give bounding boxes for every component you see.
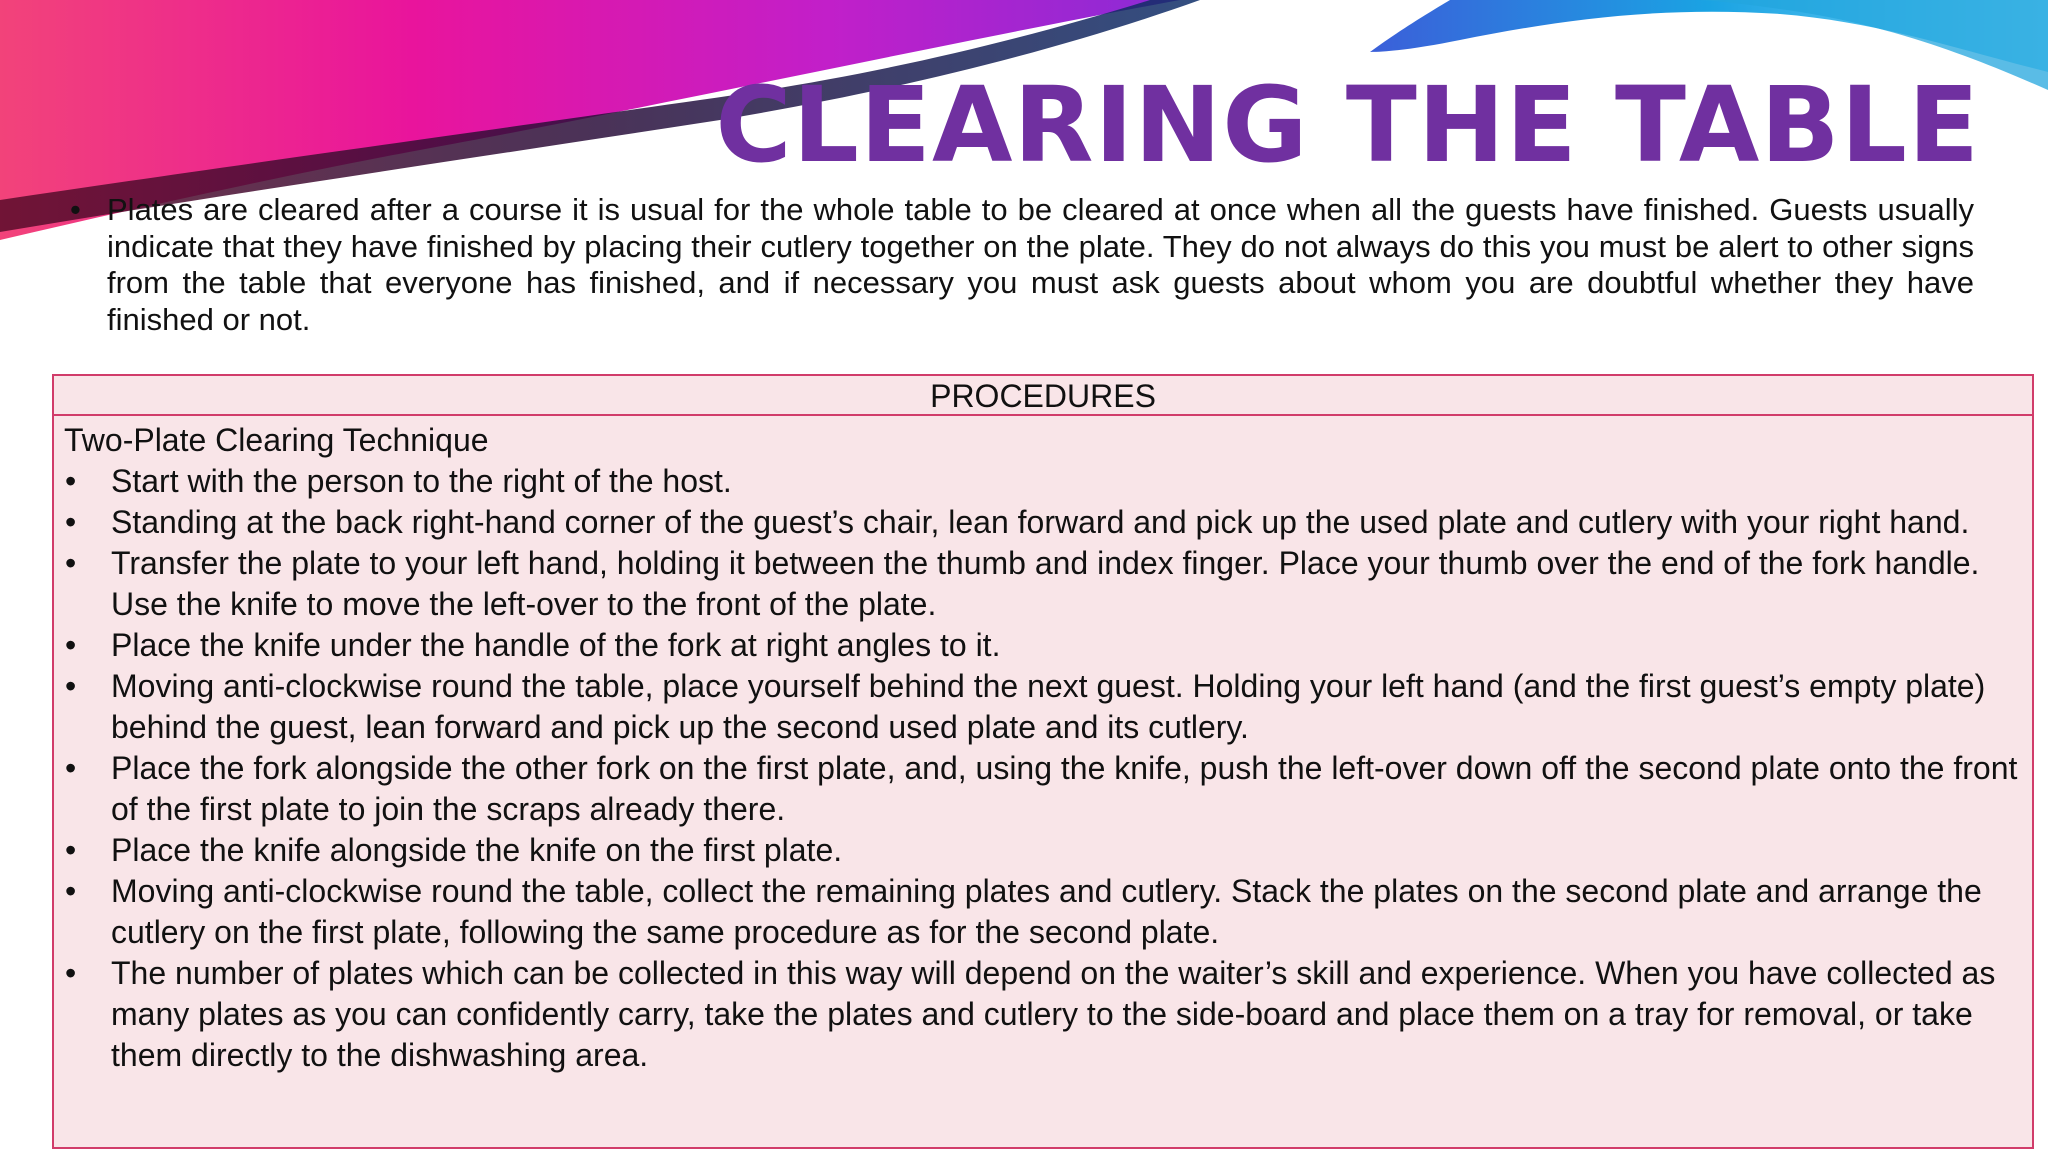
bullet-icon: • (65, 832, 77, 868)
step-text: The number of plates which can be collected in this way will depend on the waiter’s skill and experience. When you have collected as many plates as you can confidently carry, take the plates and cutlery to the side-board and place them on a tray for removal, or take them directly to the dishwashing area. (111, 955, 1996, 1073)
step-text: Place the knife under the handle of the fork at right angles to it. (111, 627, 1001, 663)
step-text: Place the knife alongside the knife on the first plate. (111, 832, 843, 868)
step-text: Moving anti-clockwise round the table, collect the remaining plates and cutlery. Stack the plates on the second plate and arrange the cutlery on the first plate, following the same procedure as for the second plate. (111, 873, 1982, 950)
bullet-icon: • (65, 627, 77, 663)
bullet-icon: • (65, 750, 77, 786)
bullet-icon: • (65, 668, 77, 704)
slide-title: CLEARING THE TABLE (715, 64, 1980, 186)
procedure-step (64, 625, 2022, 666)
procedure-step (64, 748, 2022, 830)
procedures-header: PROCEDURES (54, 376, 2032, 416)
bullet-icon: • (65, 504, 77, 540)
intro-paragraph (70, 192, 1974, 338)
procedure-steps-list (64, 461, 2022, 1076)
procedure-step (64, 461, 2022, 502)
step-text: Place the fork alongside the other fork on the first plate, and, using the knife, push the left-over down off the second plate onto the front of the first plate to join the scraps already there. (111, 750, 2018, 827)
step-text: Transfer the plate to your left hand, holding it between the thumb and index finger. Place your thumb over the end of the fork handle. Use the knife to move the left-over to the front of the plate. (111, 545, 1980, 622)
technique-subtitle: Two-Plate Clearing Technique (64, 422, 489, 458)
step-text: Start with the person to the right of the host. (111, 463, 732, 499)
procedure-step (64, 502, 2022, 543)
procedures-body (54, 416, 2032, 1076)
procedure-step (64, 953, 2022, 1076)
bullet-icon: • (70, 192, 81, 227)
bullet-icon: • (65, 873, 77, 909)
bullet-icon: • (65, 955, 77, 991)
step-text: Standing at the back right-hand corner of the guest’s chair, lean forward and pick up the used plate and cutlery with your right hand. (111, 504, 1970, 540)
procedures-table (52, 374, 2034, 1149)
procedure-step (64, 871, 2022, 953)
intro-bullet-item (70, 192, 1974, 338)
intro-text: Plates are cleared after a course it is usual for the whole table to be cleared at once when all the guests have finished. Guests usually indicate that they have finished by placing their cutlery together on the plate. They do not always do this you must be alert to other signs from the table that everyone has finished, and if necessary you must ask guests about whom you are doubtful whether they have finished or not. (107, 192, 1974, 337)
bullet-icon: • (65, 463, 77, 499)
step-text: Moving anti-clockwise round the table, place yourself behind the next guest. Holding your left hand (and the first guest’s empty plate) behind the guest, lean forward and pick up the second used plate and its cutlery. (111, 668, 1986, 745)
procedure-step (64, 830, 2022, 871)
procedure-step (64, 543, 2022, 625)
bullet-icon: • (65, 545, 77, 581)
procedure-step (64, 666, 2022, 748)
